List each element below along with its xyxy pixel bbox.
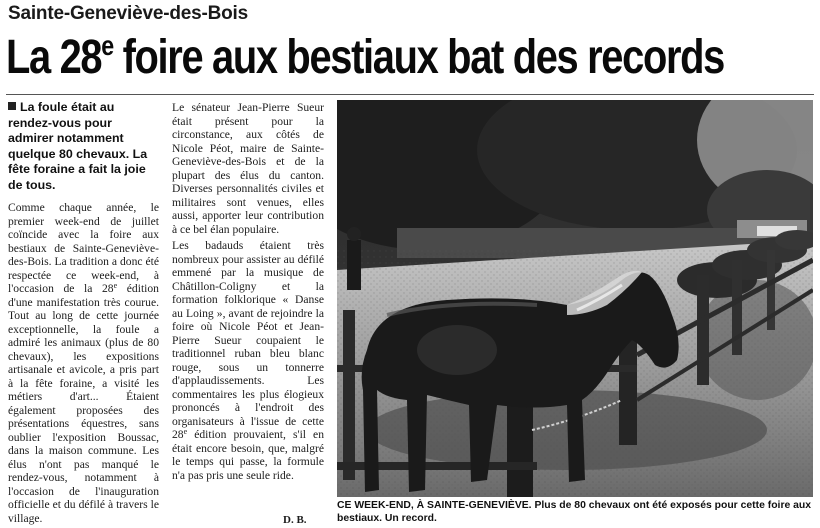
column-2-text: Les badauds étaient très nombreux pour assister au défilé emmené par la musique de Châtillon-Coligny et la formation folklorique « Danse au Loing », avant de rejoindre la foire où Nicole Péot et Jean-Pierre Sueur coupaient le traditionnel ruban bleu blanc rouge, sous un tonnerre d'applaudissements. Les commentaires les plus élogieux prononcés à l'endroit des organisateurs à l'issue de cette 28 — [172, 239, 324, 441]
column-2-paragraph-2 — [172, 239, 324, 482]
headline-superscript: e — [101, 30, 113, 61]
headline-rule — [6, 94, 814, 95]
article-lead — [8, 100, 158, 194]
article-signature: D. B. — [283, 514, 307, 526]
article-column-2 — [172, 101, 324, 482]
caption-body: Plus de 80 chevaux ont été exposés pour cette foire aux bestiaux. Un record. — [337, 500, 812, 524]
photo-caption — [337, 499, 813, 525]
column-2-paragraph-1: Le sénateur Jean-Pierre Sueur était présent pour la circonstance, aux côtés de Nicole Péot, maire de Sainte-Geneviève-des-Bois et de la plupart des élus du canton. Diverses personnalités civiles et militaires sont venues, elles aussi, apporter leur contribution à ce bel élan populaire. — [172, 101, 324, 236]
article-headline — [6, 27, 724, 89]
column-1-text: Comme chaque année, le premier week-end de juillet coïncide avec la foire aux bestiaux de Sainte-Geneviève-des-Bois. La tradition a donc été respectée ce week-end, à l'occasion de la 28 — [8, 201, 159, 295]
article-column-1 — [8, 201, 159, 525]
column-1-text-end: édition d'une manifestation très courue. Tout au long de cette journée exceptionnelle, la foule a admiré les animaux (plus de 80 chevaux), les expositions artisanale et avicole, a pris part à la fête foraine, a visité les métiers d'art... Étaient également proposées des présentations équestres, sans oublier l'exposition Boussac, dans la maison commune. Les élus n'ont pas manqué le rendez-vous, notamment à l'occasion de l'inauguration officielle et du défilé à travers le village. — [8, 282, 159, 525]
headline-start: La 28 — [6, 31, 102, 84]
article-kicker: Sainte-Geneviève-des-Bois — [8, 3, 248, 24]
column-2-text-end: édition prouvaient, s'il en était encore besoin, que, malgré le temps qui passe, la formule n'a pas pris une seule ride. — [172, 428, 324, 482]
headline-end: foire aux bestiaux bat des records — [112, 31, 724, 84]
horse-fair-photo — [337, 100, 813, 497]
bullet-square-icon — [8, 102, 16, 110]
caption-lead: CE WEEK-END, À SAINTE-GENEVIÈVE. — [337, 500, 532, 511]
lead-text: La foule était au rendez-vous pour admirer notamment quelque 80 chevaux. La fête foraine a fait la joie de tous. — [8, 100, 148, 192]
column-1-superscript: e — [113, 281, 118, 290]
column-2-superscript: e — [183, 427, 188, 436]
